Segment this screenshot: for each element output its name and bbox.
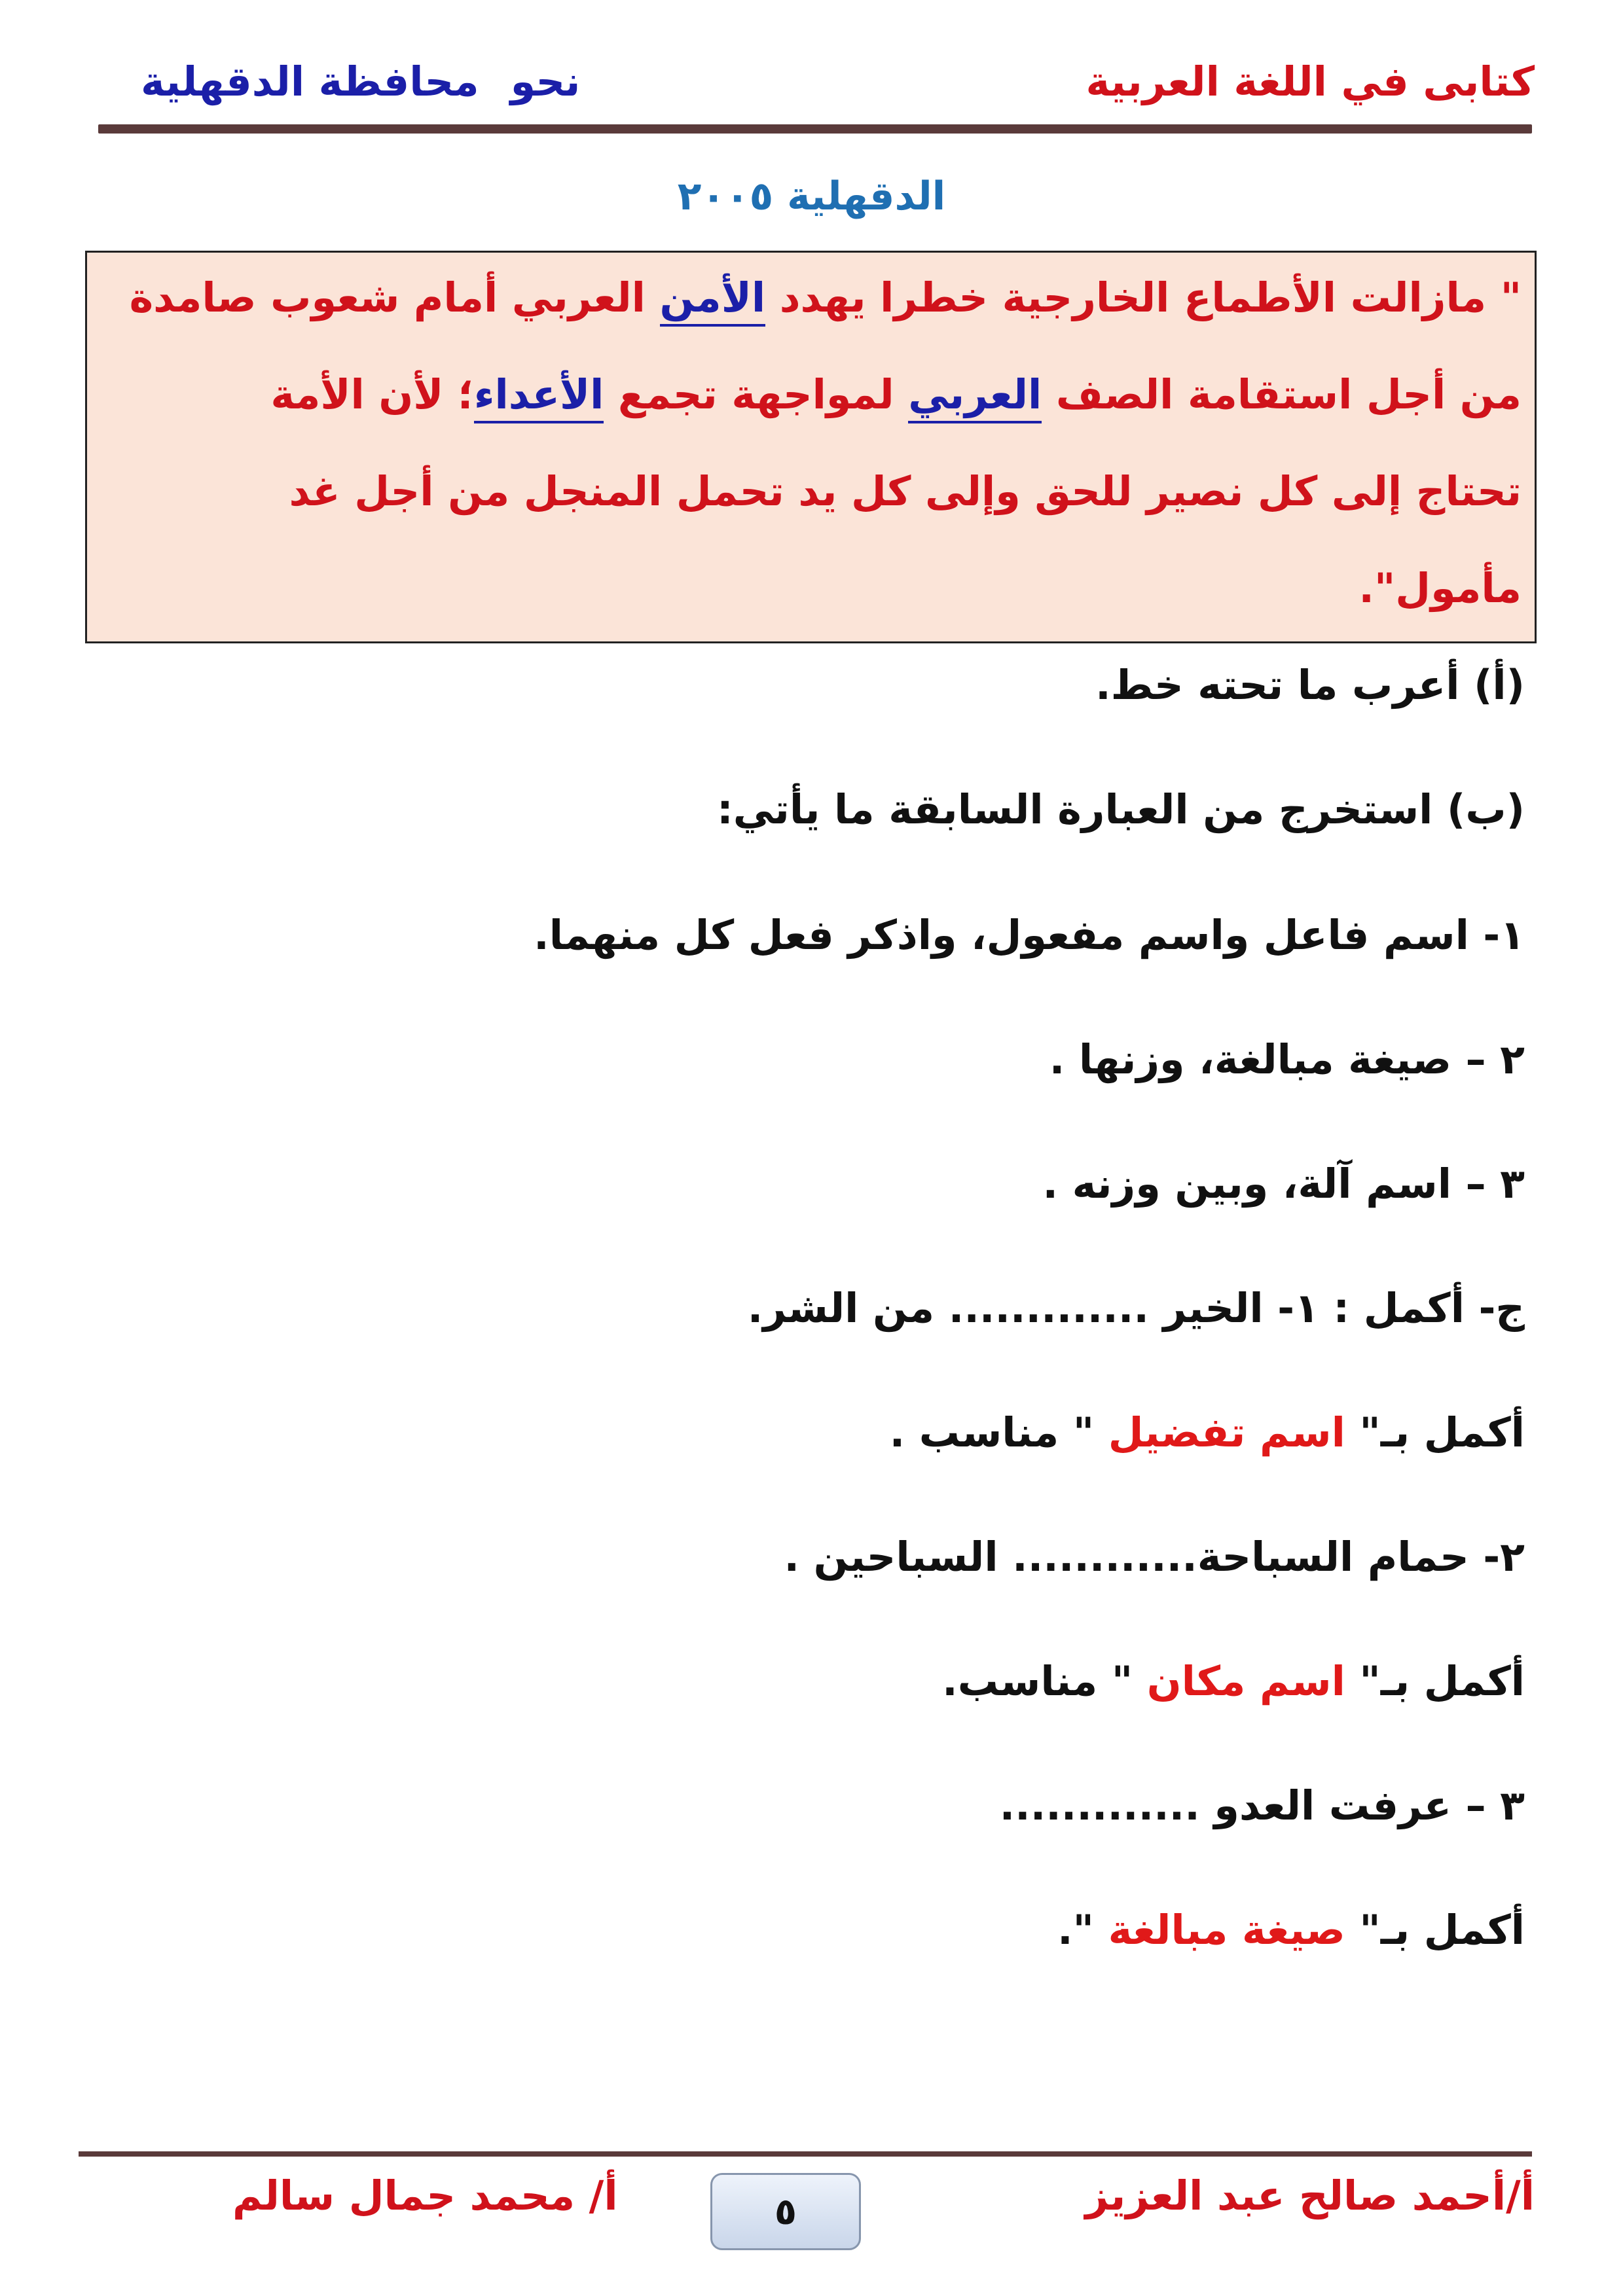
underlined-word: العربي	[908, 370, 1042, 423]
passage-text: " مازالت الأطماع الخارجية خطرا يهدد	[765, 274, 1522, 321]
section-title	[141, 58, 580, 105]
question-b-3: ٣ – اسم آلة، وبين وزنه .	[1042, 1160, 1525, 1208]
instruction-text: أكمل بـ"	[1345, 1657, 1525, 1705]
exam-subtitle: الدقهلية ٢٠٠٥	[677, 173, 946, 219]
instruction-3	[1057, 1906, 1525, 1954]
question-b: (ب) استخرج من العبارة السابقة ما يأتي:	[717, 785, 1525, 833]
footer-divider	[79, 2151, 1532, 2157]
instruction-text: أكمل بـ"	[1345, 1408, 1525, 1456]
book-title: كتابى في اللغة العربية	[1085, 58, 1535, 105]
instruction-2	[942, 1657, 1525, 1705]
question-c-3: ٣ – عرفت العدو .............	[999, 1782, 1525, 1829]
page-number: ٥	[710, 2173, 861, 2250]
passage-text: لمواجهة تجمع	[604, 370, 909, 418]
section-title-subject: نحو	[510, 58, 581, 105]
instruction-keyword: صيغة مبالغة	[1108, 1906, 1345, 1954]
question-b-1: ١- اسم فاعل واسم مفعول، واذكر فعل كل منهما.	[534, 911, 1525, 959]
section-title-governorate: محافظة الدقهلية	[141, 58, 479, 105]
instruction-keyword: اسم تفضيل	[1108, 1408, 1345, 1456]
author-right: أ/أحمد صالح عبد العزيز	[1085, 2172, 1535, 2219]
passage-box	[85, 251, 1537, 643]
instruction-keyword: اسم مكان	[1146, 1657, 1345, 1705]
passage-line-3: تحتاج إلى كل نصير للحق وإلى كل يد تحمل المنجل من أجل غد	[289, 467, 1522, 515]
passage-text: من أجل استقامة الصف	[1042, 370, 1522, 418]
passage-line-1	[130, 274, 1522, 321]
instruction-text: أكمل بـ"	[1345, 1906, 1525, 1954]
question-a: (أ) أعرب ما تحته خط.	[1095, 661, 1525, 709]
question-b-2: ٢ – صيغة مبالغة، وزنها .	[1049, 1035, 1525, 1083]
underlined-word: الأعداء	[474, 370, 604, 423]
header-divider	[98, 124, 1532, 134]
instruction-text: " مناسب .	[889, 1408, 1108, 1456]
passage-line-4: مأمول".	[1359, 564, 1522, 612]
passage-text: العربي أمام شعوب صامدة	[129, 274, 660, 321]
passage-line-2	[270, 370, 1522, 418]
question-c-1: ج- أكمل : ١- الخير ............. من الشر.	[747, 1284, 1525, 1332]
underlined-word: الأمن	[660, 274, 766, 327]
question-c-2: ٢- حمام السباحة............ السباحين .	[784, 1533, 1525, 1581]
instruction-1	[890, 1408, 1525, 1456]
instruction-text: ".	[1057, 1906, 1108, 1954]
author-left: أ/ محمد جمال سالم	[232, 2172, 618, 2219]
instruction-text: " مناسب.	[942, 1657, 1147, 1705]
passage-text: ؛ لأن الأمة	[270, 370, 474, 418]
